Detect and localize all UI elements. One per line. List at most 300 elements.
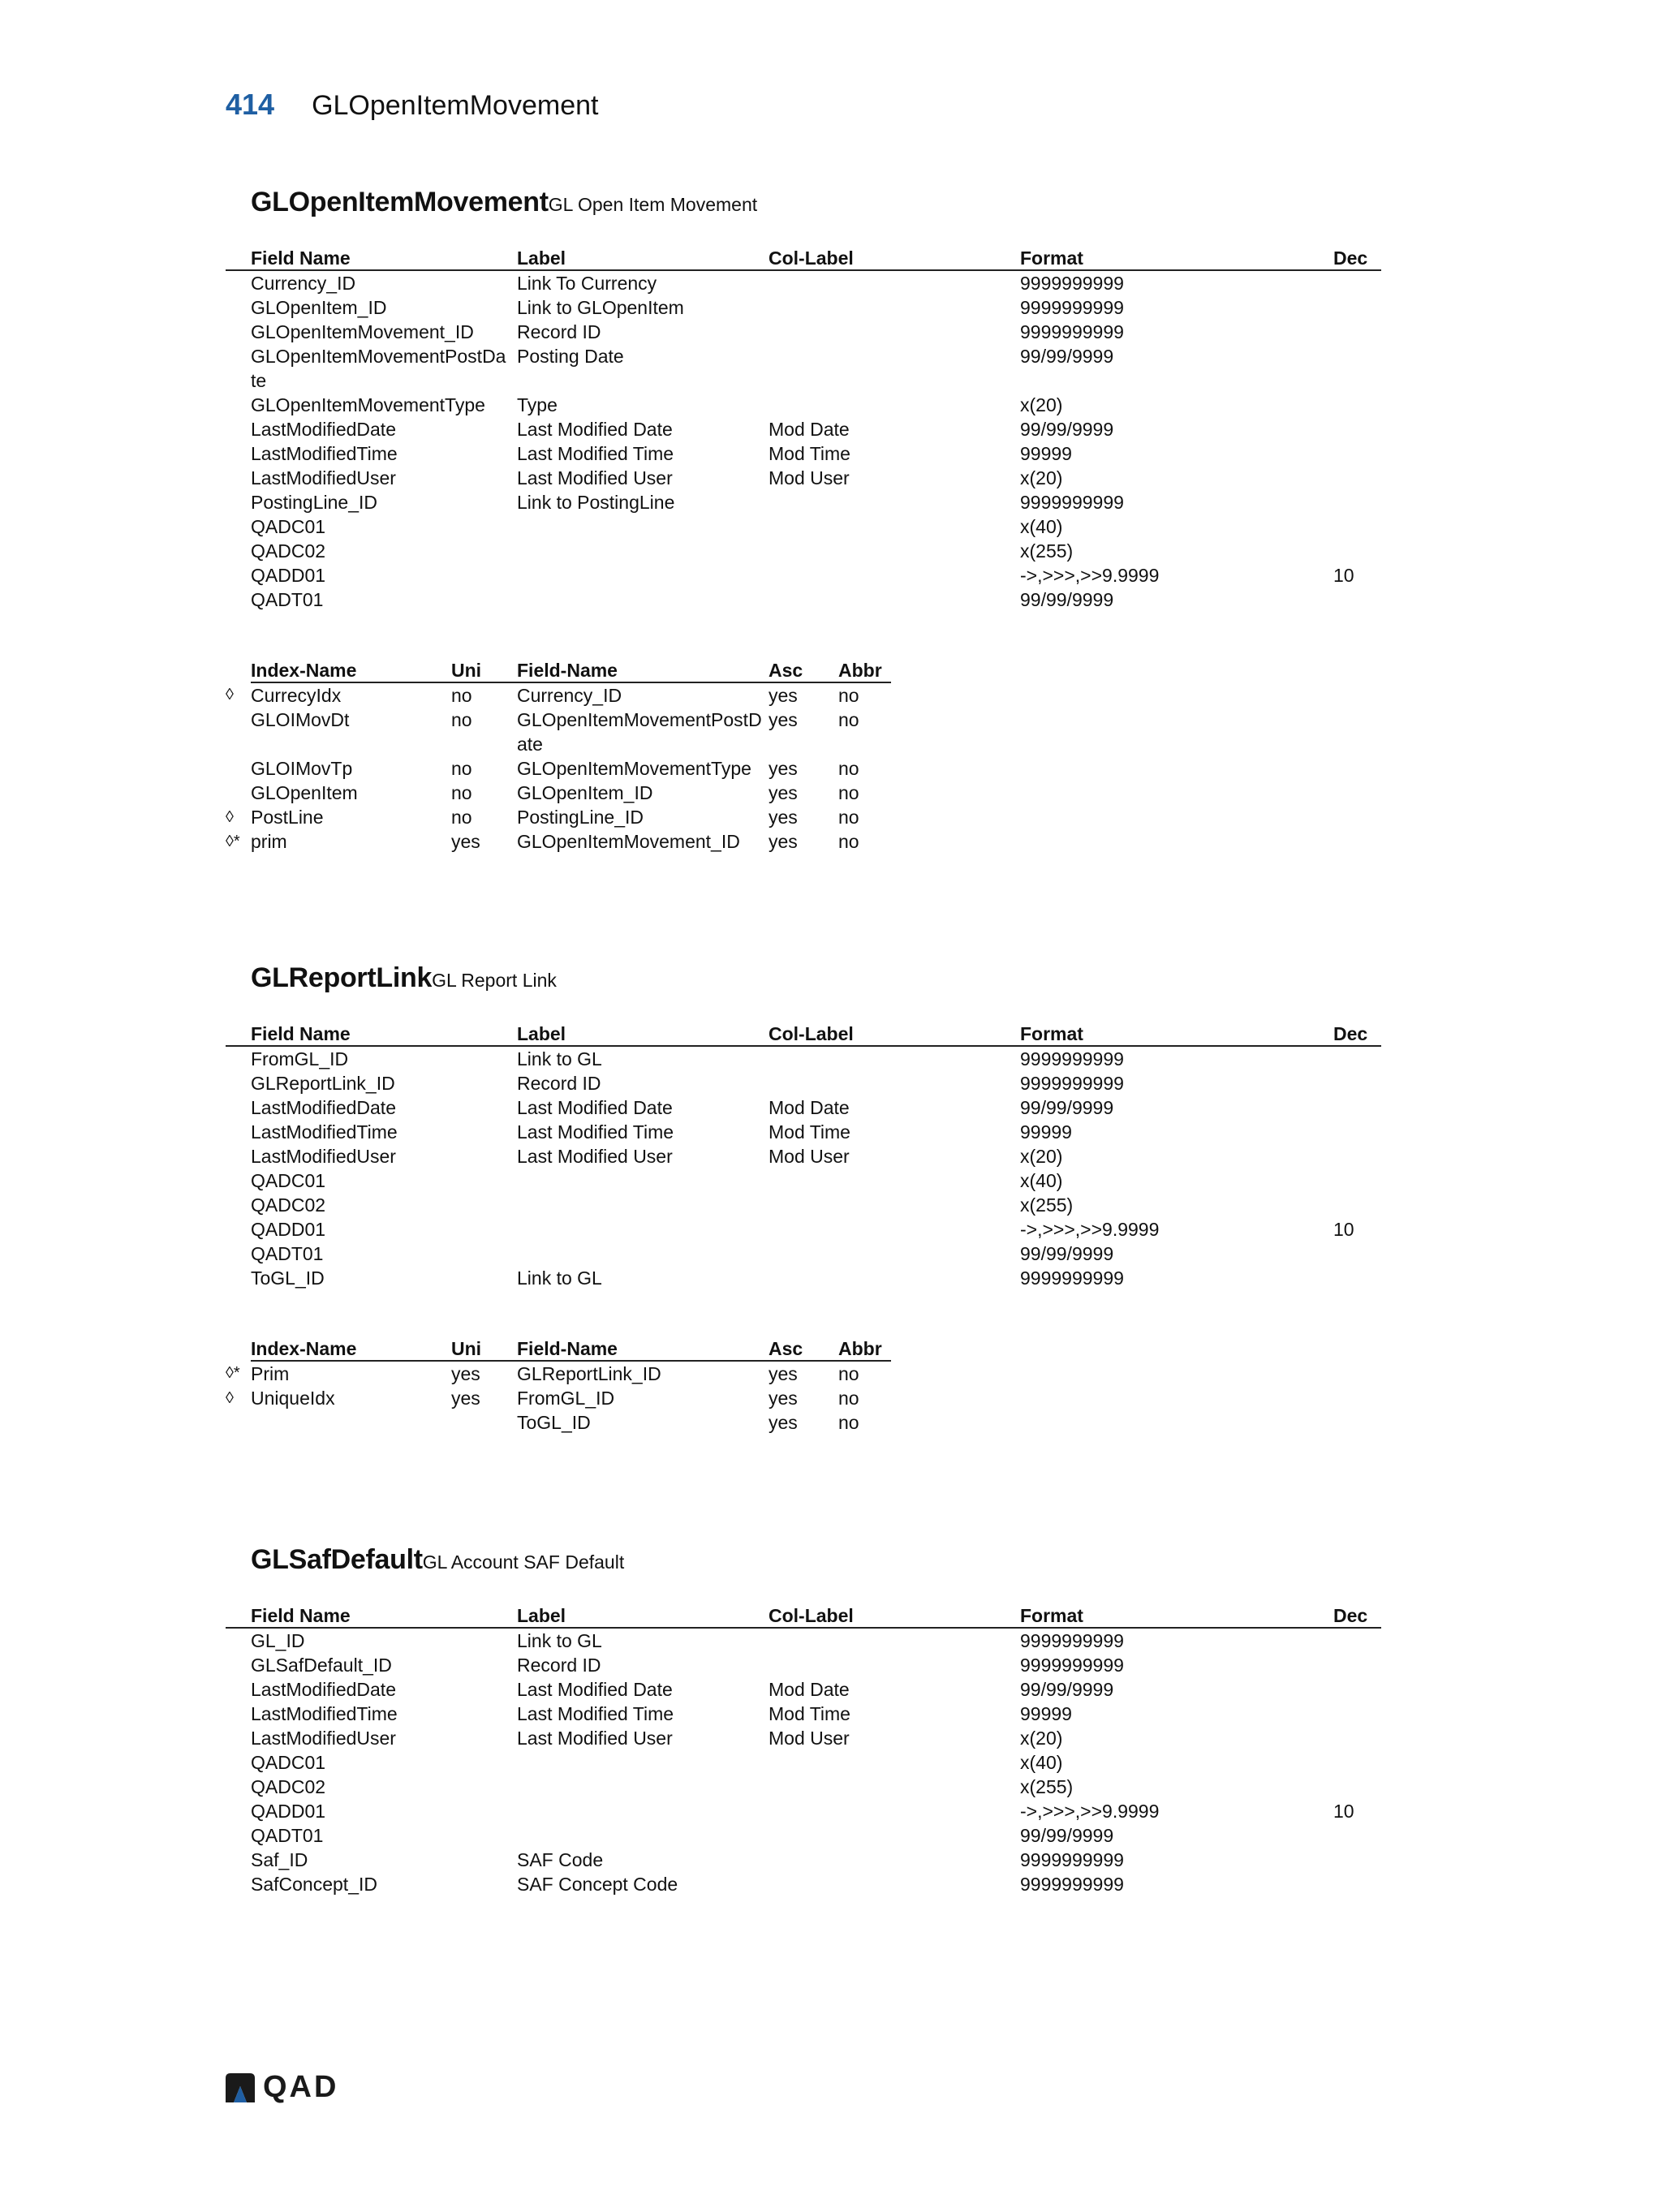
label-cell: Last Modified Time bbox=[517, 1121, 674, 1143]
abbr-cell: no bbox=[838, 1363, 859, 1384]
table-section-glreportlink bbox=[226, 962, 1381, 1435]
format-cell: 9999999999 bbox=[1020, 297, 1124, 318]
field-name-cell: GLOpenItem_ID bbox=[251, 297, 387, 318]
row-spacer bbox=[226, 1046, 251, 1071]
field-row bbox=[226, 1168, 1381, 1193]
dec-cell bbox=[1333, 1628, 1381, 1653]
index-field-cell: Currency_ID bbox=[517, 685, 622, 706]
format-cell: ->,>>>,>>9.9999 bbox=[1020, 565, 1160, 586]
field-name-cell: Saf_ID bbox=[251, 1849, 308, 1870]
label-cell bbox=[517, 1217, 769, 1242]
format-cell: 9999999999 bbox=[1020, 492, 1124, 513]
dec-cell bbox=[1333, 1702, 1381, 1726]
abbr-cell: no bbox=[838, 758, 859, 779]
col-label-cell bbox=[769, 490, 1020, 514]
format-cell: x(20) bbox=[1020, 394, 1063, 415]
label-cell bbox=[517, 587, 769, 612]
field-row bbox=[226, 563, 1381, 587]
uni-cell bbox=[451, 1410, 517, 1435]
field-header-row bbox=[226, 1022, 1381, 1046]
abbr-cell: no bbox=[838, 1388, 859, 1409]
field-row bbox=[226, 1775, 1381, 1799]
index-marker: ◊* bbox=[226, 1364, 240, 1382]
page-number: 414 bbox=[226, 88, 275, 121]
field-name-cell: LastModifiedUser bbox=[251, 1728, 396, 1749]
row-spacer bbox=[226, 1677, 251, 1702]
field-row bbox=[226, 270, 1381, 295]
index-field-cell: ToGL_ID bbox=[517, 1412, 591, 1433]
index-marker: ◊ bbox=[226, 686, 234, 704]
col-label-cell bbox=[769, 539, 1020, 563]
field-row bbox=[226, 1872, 1381, 1896]
uni-cell: no bbox=[451, 758, 472, 779]
dec-cell bbox=[1333, 1823, 1381, 1848]
field-row bbox=[226, 393, 1381, 417]
field-name-cell: LastModifiedDate bbox=[251, 1097, 396, 1118]
field-name-cell: LastModifiedDate bbox=[251, 419, 396, 440]
dec-cell bbox=[1333, 295, 1381, 320]
format-cell: 9999999999 bbox=[1020, 1048, 1124, 1069]
col-label-cell bbox=[769, 1242, 1020, 1266]
field-name-cell: QADC02 bbox=[251, 540, 326, 562]
label-cell: Link to GL bbox=[517, 1630, 602, 1651]
field-row bbox=[226, 1628, 1381, 1653]
index-table bbox=[226, 659, 891, 854]
index-marker: ◊ bbox=[226, 1389, 234, 1407]
field-row bbox=[226, 466, 1381, 490]
index-row bbox=[226, 708, 891, 756]
col-label-cell bbox=[769, 1071, 1020, 1095]
field-name-cell: QADT01 bbox=[251, 1243, 324, 1264]
header-format: Format bbox=[1020, 247, 1333, 270]
dec-cell bbox=[1333, 587, 1381, 612]
row-spacer bbox=[226, 1217, 251, 1242]
row-spacer bbox=[226, 1775, 251, 1799]
field-name-cell: QADT01 bbox=[251, 1825, 324, 1846]
dec-cell bbox=[1333, 417, 1381, 441]
field-row bbox=[226, 1799, 1381, 1823]
header-abbr: Abbr bbox=[838, 659, 891, 682]
index-row bbox=[226, 1410, 891, 1435]
dec-cell bbox=[1333, 1144, 1381, 1168]
row-spacer bbox=[226, 490, 251, 514]
header-index-name: Index-Name bbox=[251, 1337, 451, 1361]
col-label-cell: Mod Time bbox=[769, 1121, 850, 1143]
abbr-cell: no bbox=[838, 1412, 859, 1433]
label-cell: Type bbox=[517, 394, 558, 415]
col-label-cell: Mod User bbox=[769, 1728, 850, 1749]
row-spacer bbox=[226, 1750, 251, 1775]
field-name-cell: PostingLine_ID bbox=[251, 492, 377, 513]
index-name-cell: CurrecyIdx bbox=[251, 685, 342, 706]
dec-cell bbox=[1333, 1193, 1381, 1217]
index-marker: ◊* bbox=[226, 833, 240, 850]
header-field-name: Field Name bbox=[251, 247, 517, 270]
row-spacer bbox=[226, 1872, 251, 1896]
index-header-row bbox=[226, 1337, 891, 1361]
header-dec: Dec bbox=[1333, 1022, 1381, 1046]
format-cell: x(20) bbox=[1020, 1146, 1063, 1167]
col-label-cell bbox=[769, 1168, 1020, 1193]
row-spacer bbox=[226, 1799, 251, 1823]
field-name-cell: QADT01 bbox=[251, 589, 324, 610]
row-spacer bbox=[226, 1702, 251, 1726]
header-asc: Asc bbox=[769, 1337, 838, 1361]
header-asc: Asc bbox=[769, 659, 838, 682]
label-cell: Last Modified Time bbox=[517, 443, 674, 464]
field-name-cell: SafConcept_ID bbox=[251, 1874, 377, 1895]
header-field-name: Field Name bbox=[251, 1604, 517, 1628]
field-row bbox=[226, 1217, 1381, 1242]
abbr-cell: no bbox=[838, 782, 859, 803]
dec-cell bbox=[1333, 1266, 1381, 1290]
asc-cell: yes bbox=[769, 831, 798, 852]
index-name-cell: GLOpenItem bbox=[251, 782, 358, 803]
label-cell: Last Modified User bbox=[517, 1146, 673, 1167]
table-description: GL Report Link bbox=[432, 970, 557, 991]
table-name: GLSafDefault bbox=[251, 1544, 423, 1575]
dec-cell bbox=[1333, 1095, 1381, 1120]
header-uni: Uni bbox=[451, 659, 517, 682]
dec-cell bbox=[1333, 1848, 1381, 1872]
header-spacer bbox=[226, 1337, 251, 1361]
row-spacer bbox=[226, 270, 251, 295]
field-name-cell: QADC02 bbox=[251, 1776, 326, 1797]
index-field-cell: GLOpenItemMovement_ID bbox=[517, 831, 740, 852]
header-label: Label bbox=[517, 247, 769, 270]
row-spacer bbox=[226, 1653, 251, 1677]
dec-cell bbox=[1333, 539, 1381, 563]
table-section-glopenitemmovement bbox=[226, 187, 1381, 854]
index-name-cell: Prim bbox=[251, 1363, 290, 1384]
header-uni: Uni bbox=[451, 1337, 517, 1361]
uni-cell: no bbox=[451, 709, 472, 730]
col-label-cell: Mod Date bbox=[769, 419, 850, 440]
label-cell: Posting Date bbox=[517, 346, 624, 367]
col-label-cell bbox=[769, 295, 1020, 320]
row-spacer bbox=[226, 1193, 251, 1217]
col-label-cell bbox=[769, 1848, 1020, 1872]
label-cell: SAF Code bbox=[517, 1849, 604, 1870]
field-table bbox=[226, 247, 1381, 612]
field-row bbox=[226, 1242, 1381, 1266]
index-marker bbox=[226, 708, 251, 756]
field-row bbox=[226, 1823, 1381, 1848]
field-name-cell: LastModifiedDate bbox=[251, 1679, 396, 1700]
uni-cell: no bbox=[451, 685, 472, 706]
row-spacer bbox=[226, 1168, 251, 1193]
format-cell: 9999999999 bbox=[1020, 1655, 1124, 1676]
header-spacer bbox=[226, 1022, 251, 1046]
dec-cell bbox=[1333, 1046, 1381, 1071]
format-cell: 9999999999 bbox=[1020, 1849, 1124, 1870]
field-name-cell: QADD01 bbox=[251, 1801, 326, 1822]
header-index-name: Index-Name bbox=[251, 659, 451, 682]
header-label: Label bbox=[517, 1604, 769, 1628]
table-name: GLOpenItemMovement bbox=[251, 187, 549, 217]
dec-cell: 10 bbox=[1333, 565, 1354, 586]
col-label-cell bbox=[769, 270, 1020, 295]
dec-cell bbox=[1333, 1750, 1381, 1775]
format-cell: x(20) bbox=[1020, 1728, 1063, 1749]
header-format: Format bbox=[1020, 1604, 1333, 1628]
dec-cell bbox=[1333, 466, 1381, 490]
page-running-title: GLOpenItemMovement bbox=[312, 90, 599, 121]
abbr-cell: no bbox=[838, 685, 859, 706]
col-label-cell bbox=[769, 1775, 1020, 1799]
col-label-cell bbox=[769, 393, 1020, 417]
format-cell: ->,>>>,>>9.9999 bbox=[1020, 1801, 1160, 1822]
field-row bbox=[226, 320, 1381, 344]
header-spacer bbox=[226, 659, 251, 682]
label-cell bbox=[517, 1799, 769, 1823]
field-row bbox=[226, 1071, 1381, 1095]
format-cell: 99999 bbox=[1020, 1121, 1072, 1143]
format-cell: 9999999999 bbox=[1020, 1073, 1124, 1094]
format-cell: 99/99/9999 bbox=[1020, 1825, 1114, 1846]
index-marker bbox=[226, 1410, 251, 1435]
row-spacer bbox=[226, 1242, 251, 1266]
field-table bbox=[226, 1604, 1381, 1896]
header-spacer bbox=[226, 247, 251, 270]
label-cell: Link to PostingLine bbox=[517, 492, 675, 513]
header-field-name: Field-Name bbox=[517, 659, 769, 682]
index-field-cell: PostingLine_ID bbox=[517, 807, 644, 828]
row-spacer bbox=[226, 1266, 251, 1290]
format-cell: 9999999999 bbox=[1020, 1874, 1124, 1895]
label-cell bbox=[517, 514, 769, 539]
header-label: Label bbox=[517, 1022, 769, 1046]
abbr-cell: no bbox=[838, 807, 859, 828]
row-spacer bbox=[226, 1071, 251, 1095]
dec-cell: 10 bbox=[1333, 1219, 1354, 1240]
col-label-cell bbox=[769, 1823, 1020, 1848]
label-cell: Link to GL bbox=[517, 1267, 602, 1289]
uni-cell: no bbox=[451, 807, 472, 828]
col-label-cell bbox=[769, 1046, 1020, 1071]
row-spacer bbox=[226, 344, 251, 393]
col-label-cell bbox=[769, 344, 1020, 393]
col-label-cell bbox=[769, 1872, 1020, 1896]
index-field-cell: GLOpenItemMovementType bbox=[517, 758, 751, 779]
field-name-cell: QADD01 bbox=[251, 1219, 326, 1240]
format-cell: 99/99/9999 bbox=[1020, 346, 1114, 367]
dec-cell bbox=[1333, 1071, 1381, 1095]
field-row bbox=[226, 1677, 1381, 1702]
field-name-cell: LastModifiedUser bbox=[251, 1146, 396, 1167]
page-header bbox=[226, 88, 598, 128]
index-name-cell: UniqueIdx bbox=[251, 1388, 335, 1409]
field-row bbox=[226, 1144, 1381, 1168]
row-spacer bbox=[226, 1726, 251, 1750]
col-label-cell: Mod Time bbox=[769, 443, 850, 464]
col-label-cell bbox=[769, 514, 1020, 539]
label-cell bbox=[517, 539, 769, 563]
format-cell: 9999999999 bbox=[1020, 321, 1124, 342]
qad-logo-icon bbox=[224, 2072, 256, 2104]
field-row bbox=[226, 587, 1381, 612]
index-row bbox=[226, 829, 891, 854]
section-title bbox=[251, 1544, 1381, 1588]
index-field-cell: GLOpenItem_ID bbox=[517, 782, 653, 803]
col-label-cell bbox=[769, 1653, 1020, 1677]
index-name-cell: GLOIMovTp bbox=[251, 758, 353, 779]
dec-cell bbox=[1333, 1677, 1381, 1702]
label-cell: Last Modified Date bbox=[517, 1097, 673, 1118]
table-description: GL Account SAF Default bbox=[422, 1551, 625, 1573]
dec-cell bbox=[1333, 270, 1381, 295]
format-cell: 99/99/9999 bbox=[1020, 1097, 1114, 1118]
label-cell bbox=[517, 1193, 769, 1217]
header-field-name: Field Name bbox=[251, 1022, 517, 1046]
label-cell: Link To Currency bbox=[517, 273, 657, 294]
asc-cell: yes bbox=[769, 807, 798, 828]
format-cell: ->,>>>,>>9.9999 bbox=[1020, 1219, 1160, 1240]
field-name-cell: LastModifiedTime bbox=[251, 443, 398, 464]
dec-cell bbox=[1333, 1120, 1381, 1144]
dec-cell bbox=[1333, 490, 1381, 514]
row-spacer bbox=[226, 1848, 251, 1872]
index-marker: ◊ bbox=[226, 808, 234, 826]
field-row bbox=[226, 441, 1381, 466]
label-cell: Record ID bbox=[517, 321, 601, 342]
col-label-cell bbox=[769, 1799, 1020, 1823]
index-row bbox=[226, 781, 891, 805]
label-cell bbox=[517, 1823, 769, 1848]
dec-cell bbox=[1333, 1726, 1381, 1750]
format-cell: 99/99/9999 bbox=[1020, 1243, 1114, 1264]
format-cell: 99999 bbox=[1020, 1703, 1072, 1724]
header-col-label: Col-Label bbox=[769, 1022, 1020, 1046]
asc-cell: yes bbox=[769, 1412, 798, 1433]
format-cell: 99/99/9999 bbox=[1020, 1679, 1114, 1700]
col-label-cell bbox=[769, 1628, 1020, 1653]
asc-cell: yes bbox=[769, 709, 798, 730]
index-row bbox=[226, 1386, 891, 1410]
field-header-row bbox=[226, 247, 1381, 270]
uni-cell: yes bbox=[451, 1363, 480, 1384]
label-cell bbox=[517, 1168, 769, 1193]
format-cell: x(40) bbox=[1020, 516, 1063, 537]
uni-cell: yes bbox=[451, 831, 480, 852]
table-description: GL Open Item Movement bbox=[548, 194, 758, 215]
label-cell: Record ID bbox=[517, 1655, 601, 1676]
dec-cell: 10 bbox=[1333, 1801, 1354, 1822]
row-spacer bbox=[226, 563, 251, 587]
field-name-cell: GLReportLink_ID bbox=[251, 1073, 395, 1094]
qad-logo bbox=[224, 2070, 338, 2105]
field-name-cell: FromGL_ID bbox=[251, 1048, 349, 1069]
index-row bbox=[226, 682, 891, 708]
table-name: GLReportLink bbox=[251, 962, 433, 993]
label-cell: Last Modified User bbox=[517, 1728, 673, 1749]
format-cell: 9999999999 bbox=[1020, 1630, 1124, 1651]
row-spacer bbox=[226, 1144, 251, 1168]
header-spacer bbox=[226, 1604, 251, 1628]
label-cell: Link to GLOpenItem bbox=[517, 297, 684, 318]
field-name-cell: LastModifiedTime bbox=[251, 1121, 398, 1143]
section-title bbox=[251, 962, 1381, 1006]
index-row bbox=[226, 1361, 891, 1386]
label-cell bbox=[517, 563, 769, 587]
col-label-cell bbox=[769, 1193, 1020, 1217]
field-name-cell: QADD01 bbox=[251, 565, 326, 586]
field-row bbox=[226, 490, 1381, 514]
logo-text: QAD bbox=[263, 2070, 339, 2104]
header-col-label: Col-Label bbox=[769, 247, 1020, 270]
header-dec: Dec bbox=[1333, 247, 1381, 270]
table-section-glsafdefault bbox=[226, 1544, 1381, 1896]
header-field-name: Field-Name bbox=[517, 1337, 769, 1361]
dec-cell bbox=[1333, 514, 1381, 539]
header-abbr: Abbr bbox=[838, 1337, 891, 1361]
col-label-cell bbox=[769, 1217, 1020, 1242]
abbr-cell: no bbox=[838, 831, 859, 852]
index-marker bbox=[226, 781, 251, 805]
label-cell: SAF Concept Code bbox=[517, 1874, 678, 1895]
format-cell: x(40) bbox=[1020, 1752, 1063, 1773]
field-header-row bbox=[226, 1604, 1381, 1628]
field-name-cell: GLOpenItemMovementPostDate bbox=[251, 346, 506, 391]
asc-cell: yes bbox=[769, 782, 798, 803]
field-name-cell: GLOpenItemMovement_ID bbox=[251, 321, 474, 342]
col-label-cell bbox=[769, 1266, 1020, 1290]
field-name-cell: QADC02 bbox=[251, 1194, 326, 1216]
header-format: Format bbox=[1020, 1022, 1333, 1046]
dec-cell bbox=[1333, 441, 1381, 466]
dec-cell bbox=[1333, 1168, 1381, 1193]
format-cell: 99/99/9999 bbox=[1020, 589, 1114, 610]
field-row bbox=[226, 1193, 1381, 1217]
index-marker bbox=[226, 756, 251, 781]
field-row bbox=[226, 1848, 1381, 1872]
dec-cell bbox=[1333, 1775, 1381, 1799]
dec-cell bbox=[1333, 1653, 1381, 1677]
label-cell bbox=[517, 1775, 769, 1799]
index-field-cell: FromGL_ID bbox=[517, 1388, 615, 1409]
col-label-cell: Mod Date bbox=[769, 1097, 850, 1118]
field-name-cell: GLSafDefault_ID bbox=[251, 1655, 392, 1676]
header-dec: Dec bbox=[1333, 1604, 1381, 1628]
dec-cell bbox=[1333, 1242, 1381, 1266]
field-row bbox=[226, 1120, 1381, 1144]
field-name-cell: Currency_ID bbox=[251, 273, 356, 294]
row-spacer bbox=[226, 466, 251, 490]
field-row bbox=[226, 1750, 1381, 1775]
abbr-cell: no bbox=[838, 709, 859, 730]
dec-cell bbox=[1333, 320, 1381, 344]
field-name-cell: ToGL_ID bbox=[251, 1267, 325, 1289]
format-cell: x(20) bbox=[1020, 467, 1063, 488]
row-spacer bbox=[226, 441, 251, 466]
field-row bbox=[226, 1266, 1381, 1290]
dec-cell bbox=[1333, 1872, 1381, 1896]
format-cell: x(255) bbox=[1020, 1194, 1074, 1216]
header-col-label: Col-Label bbox=[769, 1604, 1020, 1628]
col-label-cell bbox=[769, 320, 1020, 344]
label-cell: Record ID bbox=[517, 1073, 601, 1094]
label-cell: Last Modified Date bbox=[517, 1679, 673, 1700]
format-cell: 9999999999 bbox=[1020, 1267, 1124, 1289]
asc-cell: yes bbox=[769, 758, 798, 779]
label-cell bbox=[517, 1750, 769, 1775]
format-cell: x(255) bbox=[1020, 540, 1074, 562]
field-name-cell: LastModifiedUser bbox=[251, 467, 396, 488]
row-spacer bbox=[226, 539, 251, 563]
row-spacer bbox=[226, 587, 251, 612]
index-name-cell bbox=[251, 1410, 451, 1435]
field-row bbox=[226, 295, 1381, 320]
